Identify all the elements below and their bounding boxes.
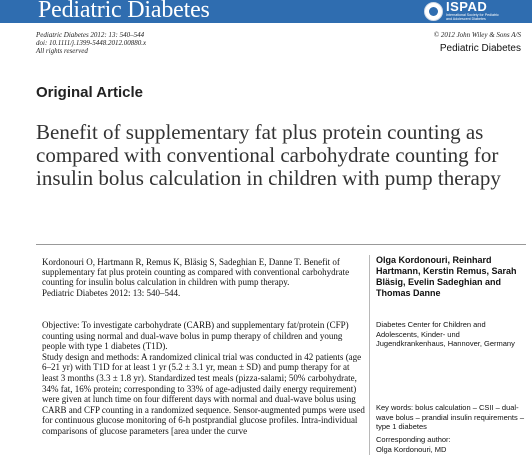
citation-journal: Pediatric Diabetes 2012: 13: 540–544. [42, 287, 181, 298]
citation-line: Pediatric Diabetes 2012: 13: 540–544 [36, 31, 145, 39]
abstract-objective: Objective: To investigate carbohydrate (CARB) and supplementary fat/protein (CFP) counting using normal and dual-wave bolus in pump therapy of children and young people with type 1 diabetes (T1D). [42, 320, 349, 352]
author-list: Olga Kordonouri, Reinhard Hartmann, Kerstin Remus, Sarah Bläsig, Evelin Sadeghian and Thomas Danne [376, 255, 517, 298]
journal-logo: Pediatric Diabetes [38, 0, 210, 23]
citation-text: Kordonouri O, Hartmann R, Remus K, Bläsig S, Sadeghian E, Danne T. Benefit of supplementary fat plus protein counting as compared with conventional carbohydrate counting for insulin bolus calculation in children with pump therapy. [42, 257, 350, 288]
affiliation: Diabetes Center for Children and Adolescents, Kinder- und Jugendkrankenhaus, Hannover, Germany [376, 320, 515, 348]
journal-banner [0, 0, 532, 23]
publication-meta [36, 31, 146, 55]
copyright-line: © 2012 John Wiley & Sons A/S [433, 31, 521, 39]
society-subtitle-line1: International Society for Pediatric [446, 13, 499, 17]
correspondence-name: Olga Kordonouri, MD [376, 444, 447, 454]
section-label: Original Article [36, 84, 143, 101]
journal-name: Pediatric Diabetes [439, 43, 521, 54]
article-title: Benefit of supplementary fat plus protein counting as compared with conventional carbohydrate counting for insulin bolus calculation in children with pump therapy [36, 120, 501, 190]
correspondence [376, 435, 526, 454]
society-subtitle-line2: and Adolescent Diabetes [446, 17, 486, 21]
title-divider [36, 244, 526, 245]
correspondence-label: Corresponding author: [376, 435, 451, 444]
abstract-methods: Study design and methods: A randomized clinical trial was conducted in 42 patients (age 6–21 yr) with T1D for at least 1 yr (5.2 ± 3.1 yr, mean ± SD) and pump therapy for at least 3 months (3.3 ± 1.8 yr). Standardized test meals (pizza-salami; 50% carbohydrate, 34% fat, 16% protein; corresponding to 33% of age-adjusted daily energy requirement) were given at lunch time on four different days with normal and dual-wave bolus using CARB and CFP counting in a randomized sequence. Sensor-augmented pumps were used for continuous glucose monitoring of 6-h postprandial glucose profiles. Intra-individual comparisons of glucose parameters [area under the curve [42, 351, 365, 436]
society-name: ISPAD [446, 0, 488, 14]
rights-line: All rights reserved [36, 47, 88, 55]
society-logo [422, 0, 532, 23]
abstract [42, 320, 367, 437]
column-divider [369, 255, 370, 455]
keywords: Key words: bolus calculation – CSII – dual-wave bolus – prandial insulin requirements – type 1 diabetes [376, 403, 525, 431]
citation-paragraph [42, 257, 357, 298]
doi-line: doi: 10.1111/j.1399-5448.2012.00880.x [36, 39, 147, 47]
society-subtitle [446, 13, 499, 21]
ispad-seal-icon [424, 2, 443, 21]
